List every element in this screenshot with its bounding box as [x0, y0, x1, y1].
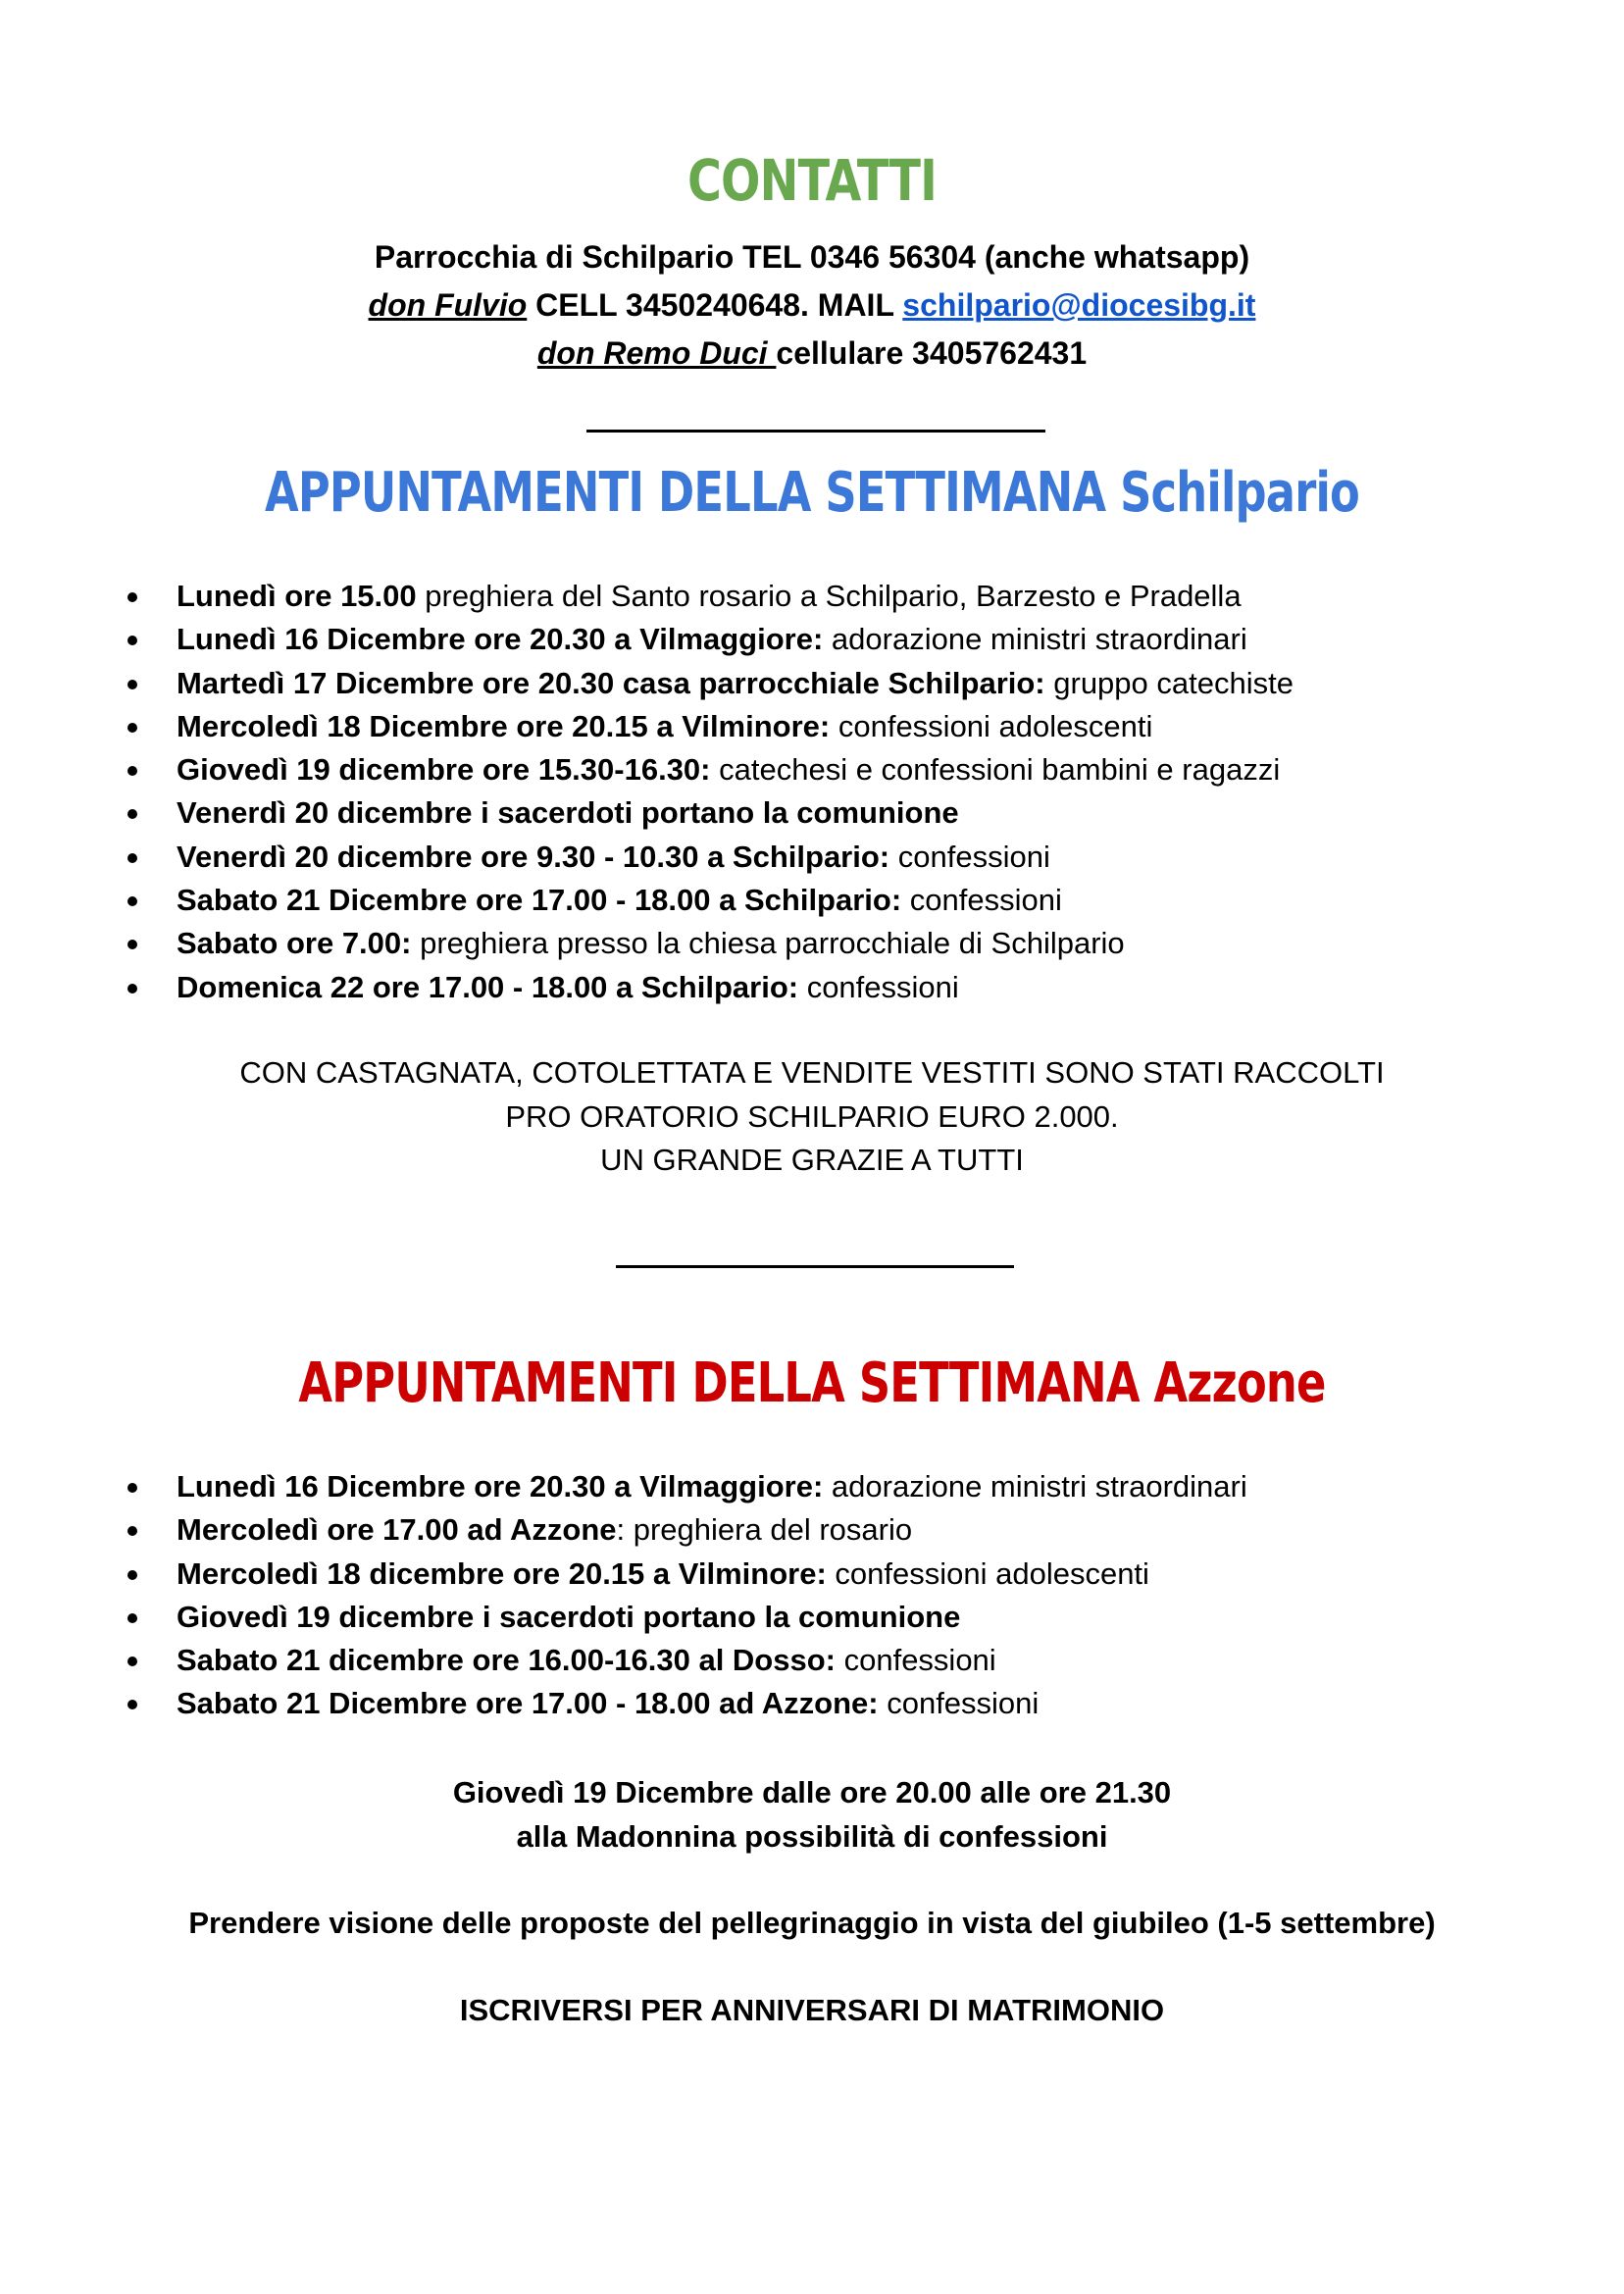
azzone-title: APPUNTAMENTI DELLA SETTIMANA Azzone [298, 1351, 1326, 1415]
fundraising-notice [0, 1051, 1624, 1183]
bullet-icon [127, 680, 137, 689]
item-bold: Martedì 17 Dicembre ore 20.30 casa parrocchiale Schilpario: [177, 665, 1045, 700]
item-text: confessioni adolescenti [830, 708, 1153, 743]
item-text: adorazione ministri straordinari [823, 622, 1247, 657]
list-item [127, 1508, 1559, 1552]
pilgrimage-notice: Prendere visione delle proposte del pellegrinaggio in vista del giubileo (1-5 settembre) [188, 1906, 1436, 1940]
bullet-icon [127, 636, 137, 645]
item-bold: Domenica 22 ore 17.00 - 18.00 a Schilpario: [177, 969, 799, 1004]
bullet-icon [127, 809, 137, 819]
parish-phone-line: Parrocchia di Schilpario TEL 0346 56304 (anche whatsapp) [374, 239, 1250, 275]
item-bold: Sabato 21 Dicembre ore 17.00 - 18.00 ad Azzone: [177, 1686, 879, 1721]
item-bold: Mercoledì 18 dicembre ore 20.15 a Vilminore: [177, 1555, 827, 1591]
bullet-icon [127, 1613, 137, 1623]
list-item [127, 966, 1559, 1009]
item-bold: Sabato 21 dicembre ore 16.00-16.30 al Dosso: [177, 1643, 836, 1678]
contacts-title: CONTATTI [686, 147, 938, 214]
item-text: confessioni adolescenti [826, 1555, 1149, 1591]
don-remo-name: don Remo Duci [536, 335, 777, 371]
bullet-icon [127, 1570, 137, 1580]
item-bold: Lunedì 16 Dicembre ore 20.30 a Vilmaggiore: [177, 1469, 824, 1504]
list-item [127, 836, 1559, 879]
bullet-icon [127, 766, 137, 776]
item-text: confessioni [889, 839, 1050, 874]
don-remo-line [0, 333, 1624, 373]
list-item [127, 575, 1559, 618]
item-bold: Giovedì 19 dicembre i sacerdoti portano la comunione [177, 1599, 961, 1634]
list-item [127, 662, 1559, 705]
item-bold: Mercoledì 18 Dicembre ore 20.15 a Vilminore: [177, 708, 831, 743]
item-text: confessioni [798, 969, 959, 1004]
bullet-icon [127, 723, 137, 733]
list-item [127, 1596, 1559, 1639]
bullet-icon [127, 1526, 137, 1536]
bullet-icon [127, 853, 137, 863]
item-text: gruppo catechiste [1044, 665, 1294, 700]
item-bold: Lunedì 16 Dicembre ore 20.30 a Vilmaggiore: [177, 622, 824, 657]
item-text: : preghiera del rosario [616, 1512, 913, 1548]
bullet-icon [127, 1483, 137, 1493]
item-bold: Giovedì 19 dicembre ore 15.30-16.30: [177, 752, 711, 788]
item-bold: Venerdì 20 dicembre ore 9.30 - 10.30 a Schilpario: [177, 839, 890, 874]
email-link[interactable]: schilpario@diocesibg.it [902, 287, 1256, 323]
divider-middle [616, 1265, 1014, 1268]
item-bold: Mercoledì ore 17.00 ad Azzone [177, 1512, 617, 1548]
item-bold: Sabato ore 7.00: [177, 926, 412, 961]
item-text: confessioni [835, 1643, 996, 1678]
confession-line: Giovedì 19 Dicembre dalle ore 20.00 alle ore 21.30 [452, 1775, 1172, 1810]
don-fulvio-line [0, 285, 1624, 325]
notice-line: CON CASTAGNATA, COTOLETTATA E VENDITE VESTITI SONO STATI RACCOLTI [239, 1055, 1385, 1090]
bullet-icon [127, 1657, 137, 1666]
list-item [127, 618, 1559, 661]
list-item [127, 1639, 1559, 1682]
list-item [127, 922, 1559, 965]
notice-line: UN GRANDE GRAZIE A TUTTI [600, 1143, 1024, 1177]
bullet-icon [127, 896, 137, 906]
list-item [127, 791, 1559, 835]
item-text: confessioni [878, 1686, 1040, 1721]
bullet-icon [127, 940, 137, 949]
list-item [127, 1553, 1559, 1596]
list-item [127, 748, 1559, 791]
item-bold: Sabato 21 Dicembre ore 17.00 - 18.00 a Schilpario: [177, 883, 902, 918]
item-bold: Lunedì ore 15.00 [177, 579, 417, 613]
list-item [127, 1682, 1559, 1725]
anniversary-notice: ISCRIVERSI PER ANNIVERSARI DI MATRIMONIO [459, 1993, 1165, 2027]
divider-top [586, 430, 1045, 433]
schilpario-title: APPUNTAMENTI DELLA SETTIMANA Schilpario [264, 461, 1360, 525]
item-text: preghiera del Santo rosario a Schilpario, Barzesto e Pradella [416, 579, 1242, 613]
schilpario-appointments-list [127, 575, 1559, 1009]
bullet-icon [127, 592, 137, 602]
bullet-icon [127, 984, 137, 994]
item-text: preghiera presso la chiesa parrocchiale di Schilpario [411, 926, 1125, 961]
item-bold: Venerdì 20 dicembre i sacerdoti portano la comunione [177, 795, 959, 831]
don-fulvio-cell: CELL 3450240648. MAIL [527, 287, 903, 323]
notice-line: PRO ORATORIO SCHILPARIO EURO 2.000. [505, 1098, 1119, 1134]
bullet-icon [127, 1700, 137, 1709]
don-remo-cell: cellulare 3405762431 [776, 335, 1088, 371]
list-item [127, 879, 1559, 922]
item-text: adorazione ministri straordinari [823, 1469, 1247, 1504]
don-fulvio-name: don Fulvio [368, 287, 528, 323]
item-text: confessioni [901, 883, 1062, 918]
madonnina-confessions [0, 1771, 1624, 1859]
azzone-appointments-list [127, 1465, 1559, 1726]
list-item [127, 1465, 1559, 1508]
item-text: catechesi e confessioni bambini e ragazzi [710, 752, 1281, 788]
list-item [127, 705, 1559, 748]
confession-line: alla Madonnina possibilità di confessioni [516, 1818, 1108, 1854]
